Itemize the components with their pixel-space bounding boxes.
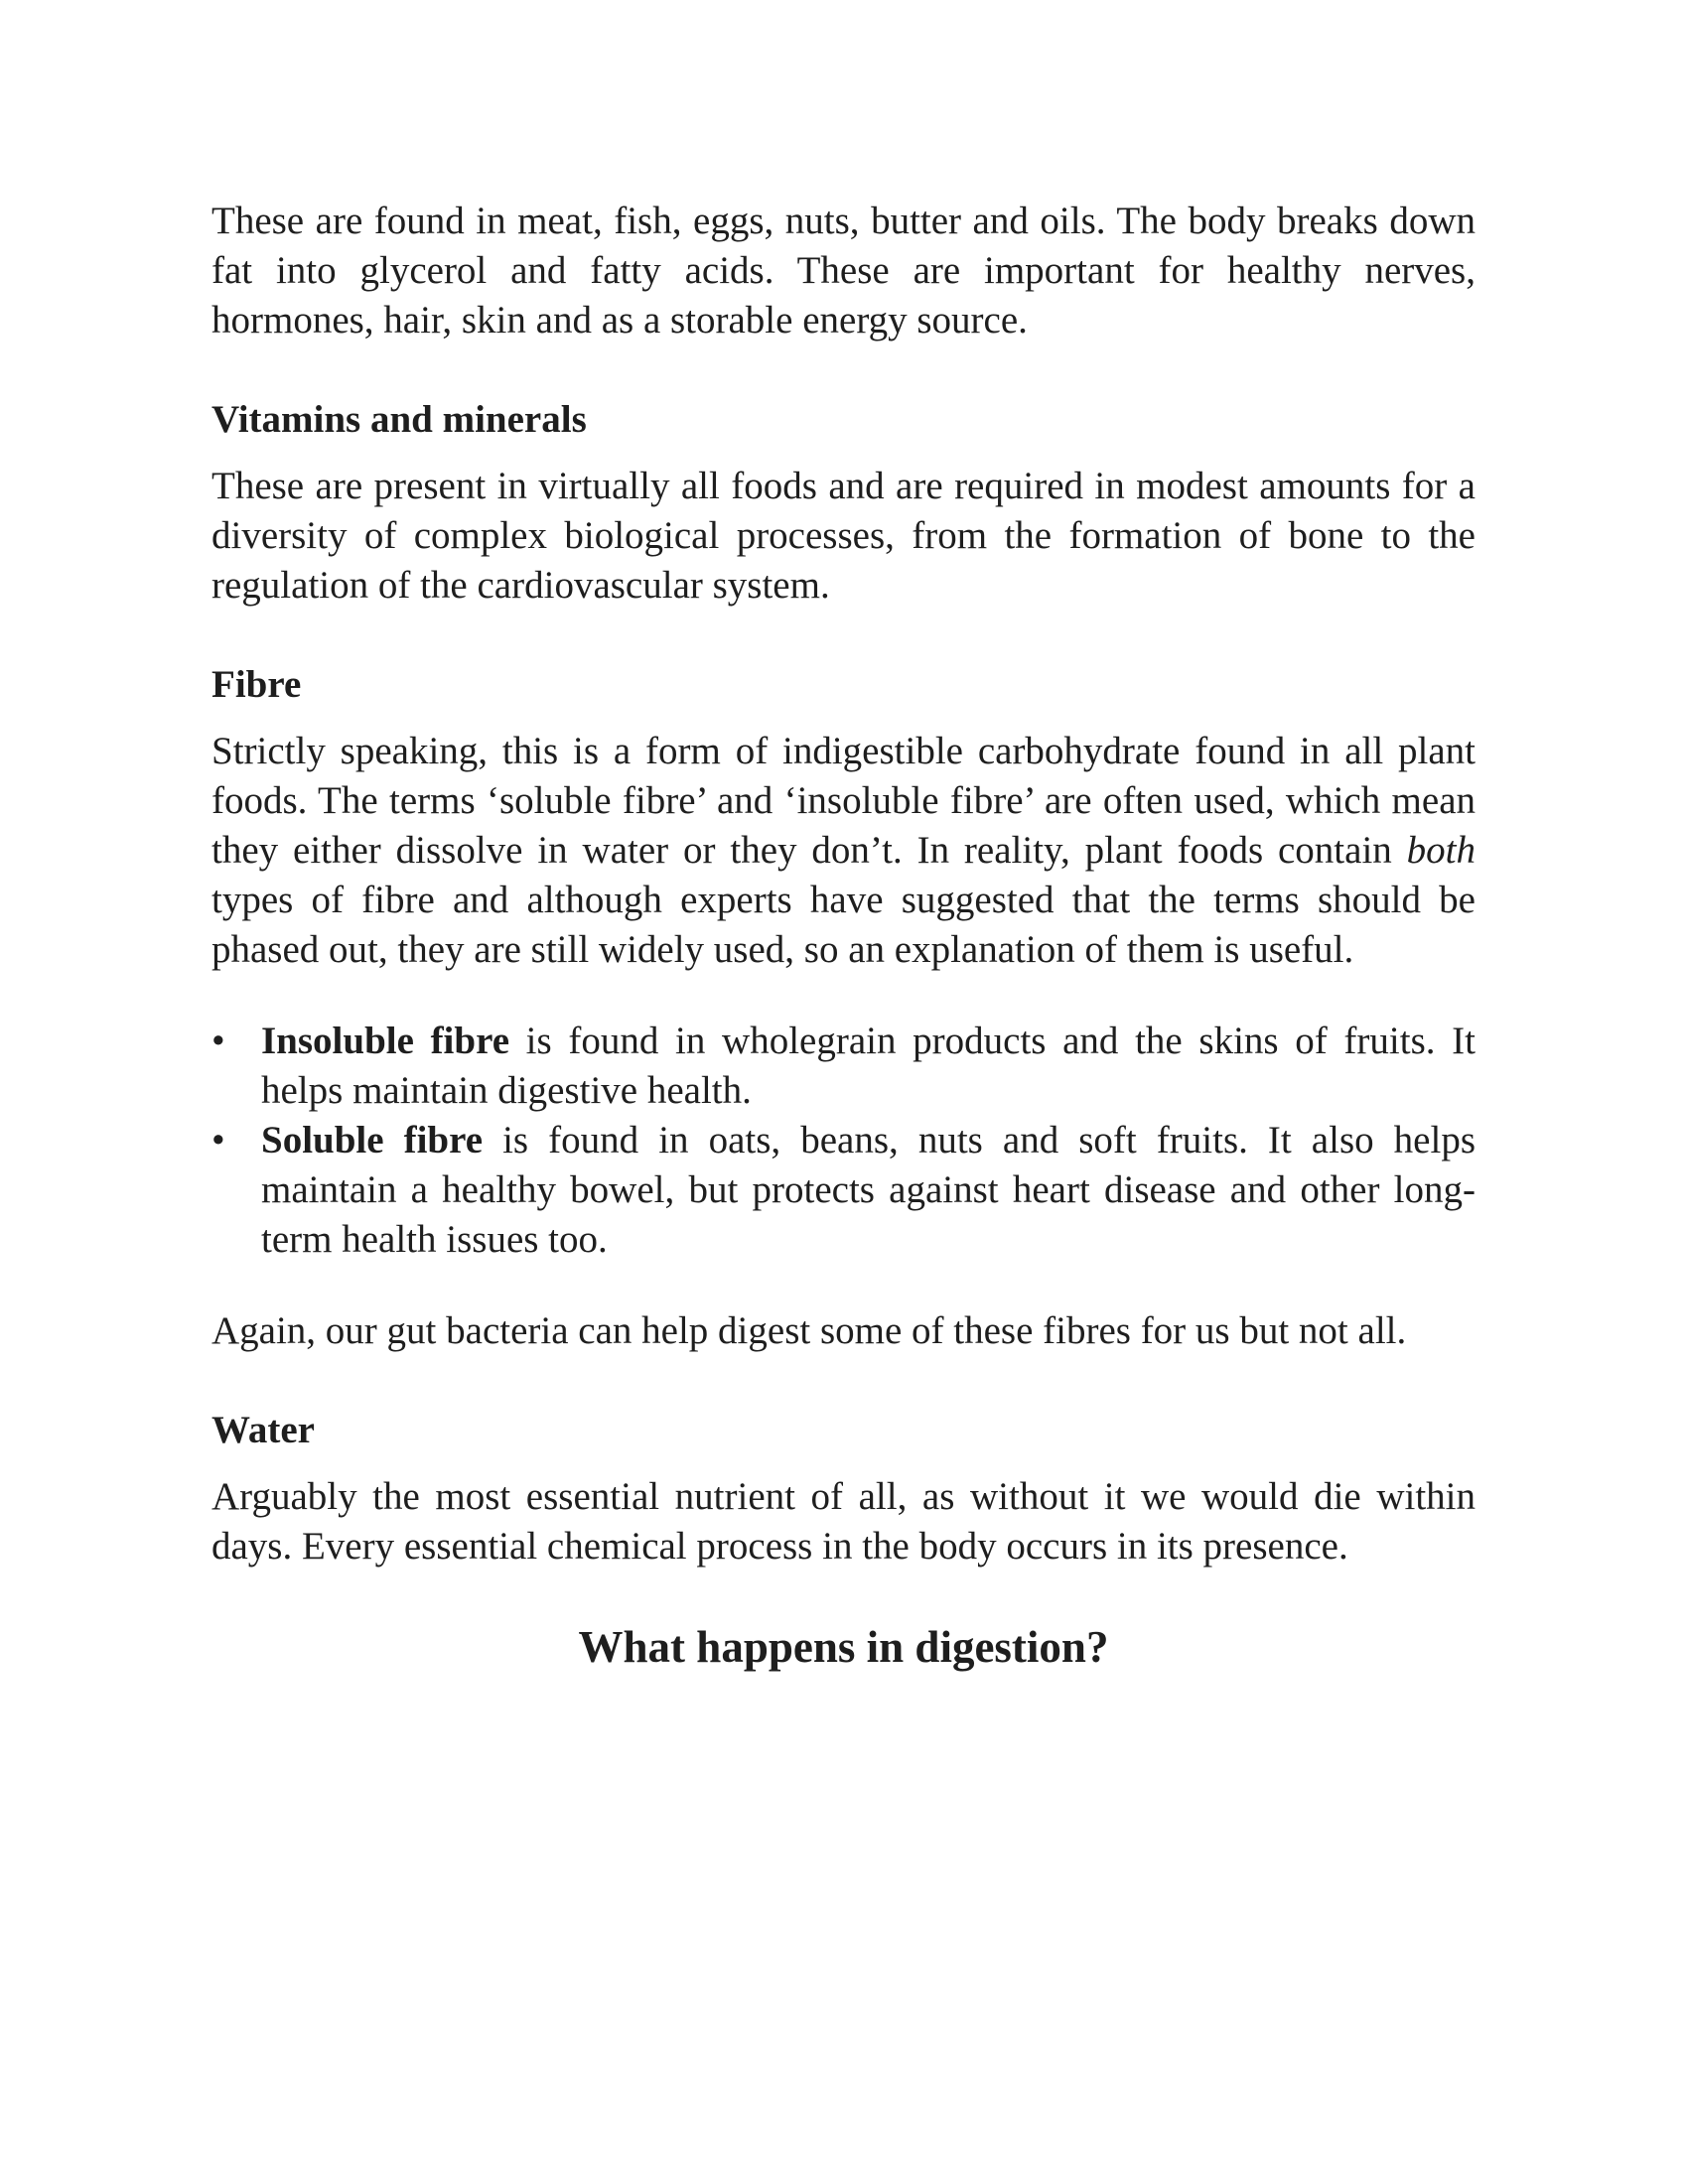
vitamins-heading: Vitamins and minerals — [211, 398, 587, 441]
fibre-heading: Fibre — [211, 663, 302, 706]
list-item — [211, 1017, 1476, 1116]
bullet-term: Insoluble fibre — [261, 1020, 510, 1062]
bullet-text: is found in oats, beans, nuts and soft fruits. It also helps maintain a healthy bowel, but protects against heart disease and other long-term health issues too. — [261, 1119, 1477, 1261]
list-item — [211, 1116, 1476, 1265]
section-title: What happens in digestion? — [578, 1622, 1109, 1672]
bullet-marker: • — [211, 1119, 225, 1161]
page-content — [211, 197, 1476, 1675]
fibre-text-before: Strictly speaking, this is a form of indigestible carbohydrate found in all plant foods. The terms ‘soluble fibre’ and ‘insoluble fibre’ are often used, which mean they either dissolve in water or they don’t. In reality, plant foods contain — [211, 730, 1476, 872]
fibre-paragraph — [211, 727, 1476, 975]
vitamins-paragraph: These are present in virtually all foods and are required in modest amounts for a diversity of complex biological processes, from the formation of bone to the regulation of the cardiovascular system. — [211, 465, 1476, 607]
water-paragraph: Arguably the most essential nutrient of all, as without it we would die within days. Every essential chemical process in the body occurs in its presence. — [211, 1475, 1476, 1568]
fibre-text-after: types of fibre and although experts have suggested that the terms should be phased out, they are still widely used, so an explanation of them is useful. — [211, 879, 1476, 971]
fibre-text-emphasis: both — [1406, 829, 1476, 872]
fibre-closing-paragraph: Again, our gut bacteria can help digest some of these fibres for us but not all. — [211, 1309, 1407, 1352]
fibre-bullet-list — [211, 1017, 1476, 1265]
bullet-text: is found in wholegrain products and the skins of fruits. It helps maintain digestive health. — [261, 1020, 1476, 1112]
water-heading: Water — [211, 1409, 315, 1451]
bullet-marker: • — [211, 1020, 225, 1062]
bullet-term: Soluble fibre — [261, 1119, 484, 1161]
intro-paragraph: These are found in meat, fish, eggs, nuts, butter and oils. The body breaks down fat into glycerol and fatty acids. These are important for healthy nerves, hormones, hair, skin and as a storable energy source. — [211, 200, 1476, 341]
